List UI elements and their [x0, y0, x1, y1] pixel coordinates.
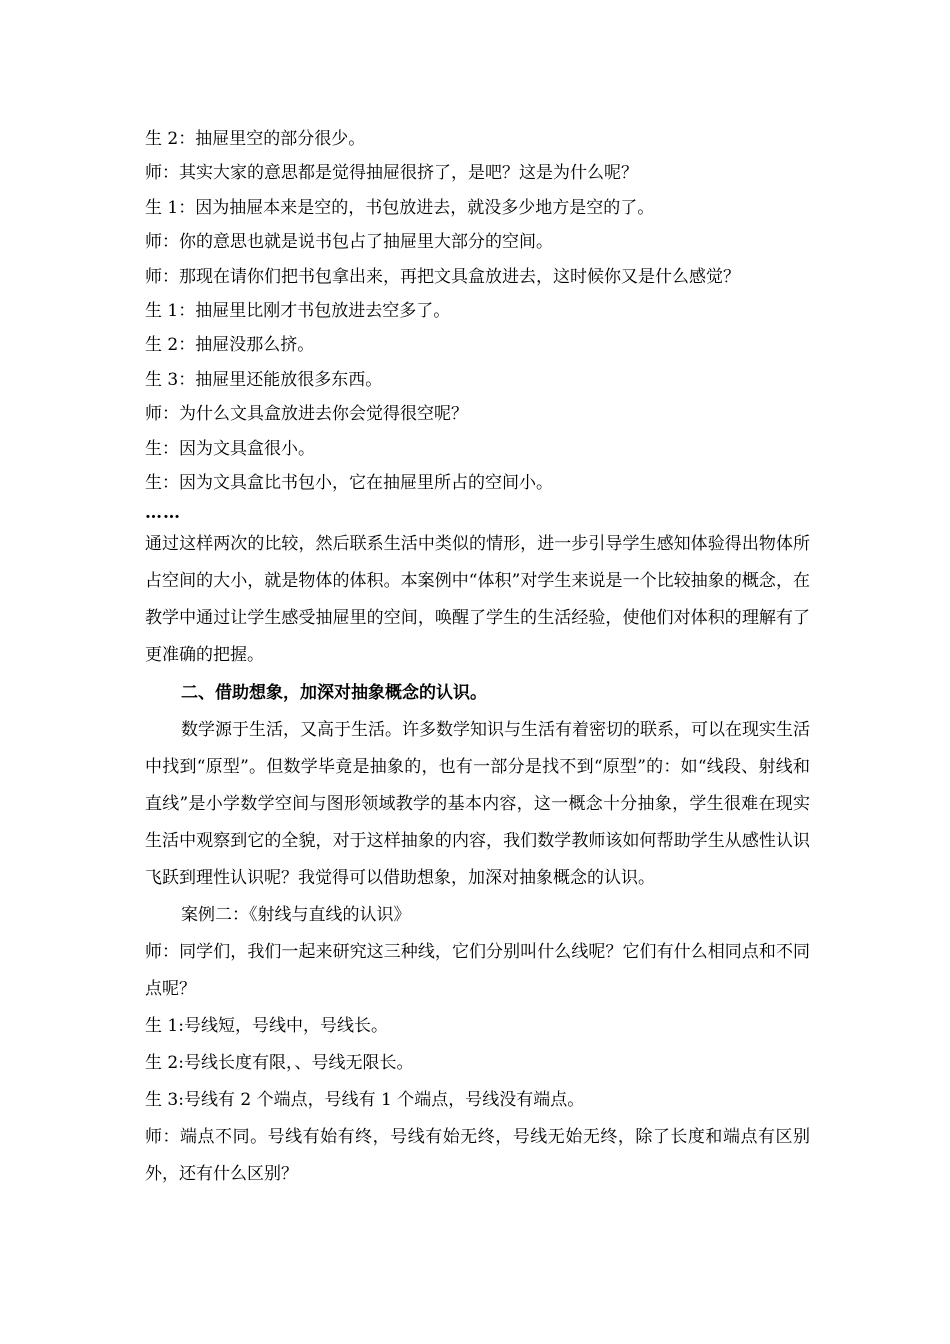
dialogue-block-2 — [145, 1008, 810, 1119]
teacher-question: 师：同学们，我们一起来研究这三种线，它们分别叫什么线呢？它们有什么相同点和不同点呢？ — [145, 942, 810, 1000]
document-body — [145, 122, 810, 1193]
closing-paragraph: 师：端点不同。号线有始有终，号线有始无终，号线无始无终，除了长度和端点有区别外，还有什么区别？ — [145, 1127, 810, 1185]
dialogue-line: 生 1:号线短，号线中，号线长。 — [145, 1016, 388, 1037]
dialogue-line: 生 1：抽屉里比刚才书包放进去空多了。 — [145, 300, 451, 321]
dialogue-line: 师：为什么文具盒放进去你会觉得很空呢？ — [145, 404, 468, 425]
dialogue-line: 师：你的意思也就是说书包占了抽屉里大部分的空间。 — [145, 232, 553, 253]
dialogue-line: 生 2：抽屉里空的部分很少。 — [145, 129, 366, 149]
summary-paragraph: 通过这样两次的比较，然后联系生活中类似的情形，进一步引导学生感知体验得出物体所占空间的大小，就是物体的体积。本案例中“体积”对学生来说是一个比较抽象的概念，在教学中通过让学生感受抽屉里的空间，唤醒了学生的生活经验，使他们对体积的理解有了更准确的把握。 — [145, 534, 810, 666]
case-title: 案例二：《射线与直线的认识》 — [181, 905, 411, 926]
dialogue-line: 师：那现在请你们把书包拿出来，再把文具盒放进去，这时候你又是什么感觉？ — [145, 266, 740, 287]
dialogue-line: 生 3：抽屉里还能放很多东西。 — [145, 369, 383, 390]
dialogue-line: 生 1：因为抽屉本来是空的，书包放进去，就没多少地方是空的了。 — [145, 197, 655, 218]
dialogue-line: 生 2：抽屉没那么挤。 — [145, 335, 315, 356]
dialogue-line: 生：因为文具盒比书包小，它在抽屉里所占的空间小。 — [145, 472, 553, 493]
dialogue-line: 师：其实大家的意思都是觉得抽屉很挤了，是吧？这是为什么呢？ — [145, 163, 638, 184]
section-heading: 二、借助想象，加深对抽象概念的认识。 — [181, 683, 487, 704]
ellipsis: …… — [145, 503, 181, 524]
dialogue-block-1 — [145, 122, 810, 500]
section-paragraph: 数学源于生活，又高于生活。许多数学知识与生活有着密切的联系，可以在现实生活中找到“原型”。但数学毕竟是抽象的，也有一部分是找不到“原型”的：如“线段、射线和直线”是小学数学空间与图形领域教学的基本内容，这一概念十分抽象，学生很难在现实生活中观察到它的全貌，对于这样抽象的内容，我们数学教师该如何帮助学生从感性认识飞跃到理性认识呢？我觉得可以借助想象，加深对抽象概念的认识。 — [145, 720, 810, 889]
dialogue-line: 生 3:号线有 2 个端点，号线有 1 个端点，号线没有端点。 — [145, 1090, 585, 1111]
dialogue-line: 生 2:号线长度有限，、号线无限长。 — [145, 1053, 414, 1074]
dialogue-line: 生：因为文具盒很小。 — [145, 438, 315, 459]
